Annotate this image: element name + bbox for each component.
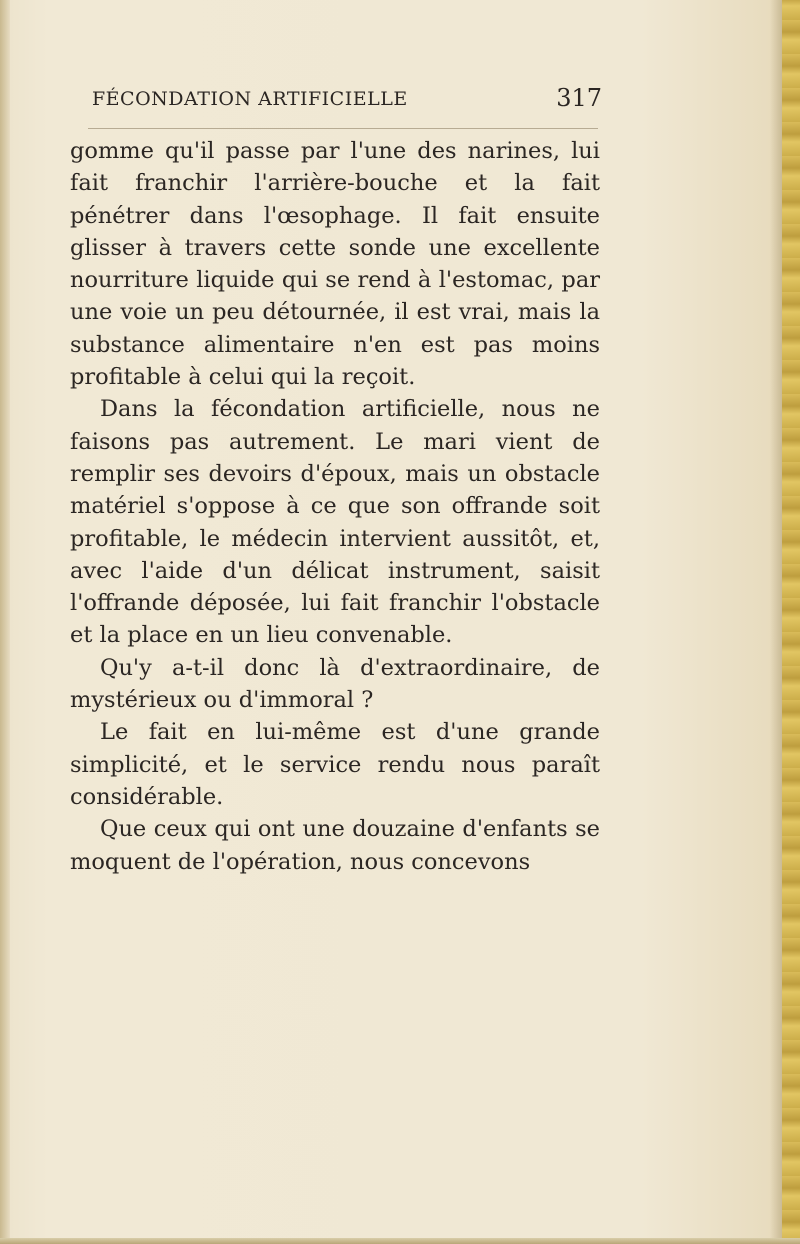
page-gutter-shadow	[770, 0, 782, 1244]
page-bottom-edge	[0, 1238, 800, 1244]
header-rule	[88, 128, 598, 129]
paragraph: Dans la fécondation artificielle, nous ne faisons pas autrement. Le mari vient de remplir ses devoirs d'époux, mais un obstacle matériel s'oppose à ce que son offrande soit profitable, le médecin intervient aussitôt, et, avec l'aide d'un délicat instrument, saisit l'offrande déposée, lui fait franchir l'obstacle et la place en un lieu convenable.	[70, 396, 600, 649]
page-left-edge	[0, 0, 10, 1244]
body-text	[70, 135, 600, 878]
paragraph: Le fait en lui-même est d'une grande simplicité, et le service rendu nous paraît considérable.	[70, 719, 600, 810]
page-number: 317	[556, 84, 602, 112]
paragraph: gomme qu'il passe par l'une des narines, lui fait franchir l'arrière-bouche et la fait pénétrer dans l'œsophage. Il fait ensuite glisser à travers cette sonde une excellente nourriture liquide qui se rend à l'estomac, par une voie un peu détournée, il est vrai, mais la substance alimentaire n'en est pas moins profitable à celui qui la reçoit.	[70, 138, 600, 391]
paragraph: Qu'y a-t-il donc là d'extraordinaire, de mystérieux ou d'immoral ?	[70, 654, 600, 714]
page-gilt-edge	[782, 0, 800, 1244]
paragraph: Que ceux qui ont une douzaine d'enfants se moquent de l'opération, nous concevons	[70, 816, 600, 875]
page-header	[92, 84, 602, 122]
running-title: FÉCONDATION ARTIFICIELLE	[92, 88, 408, 110]
